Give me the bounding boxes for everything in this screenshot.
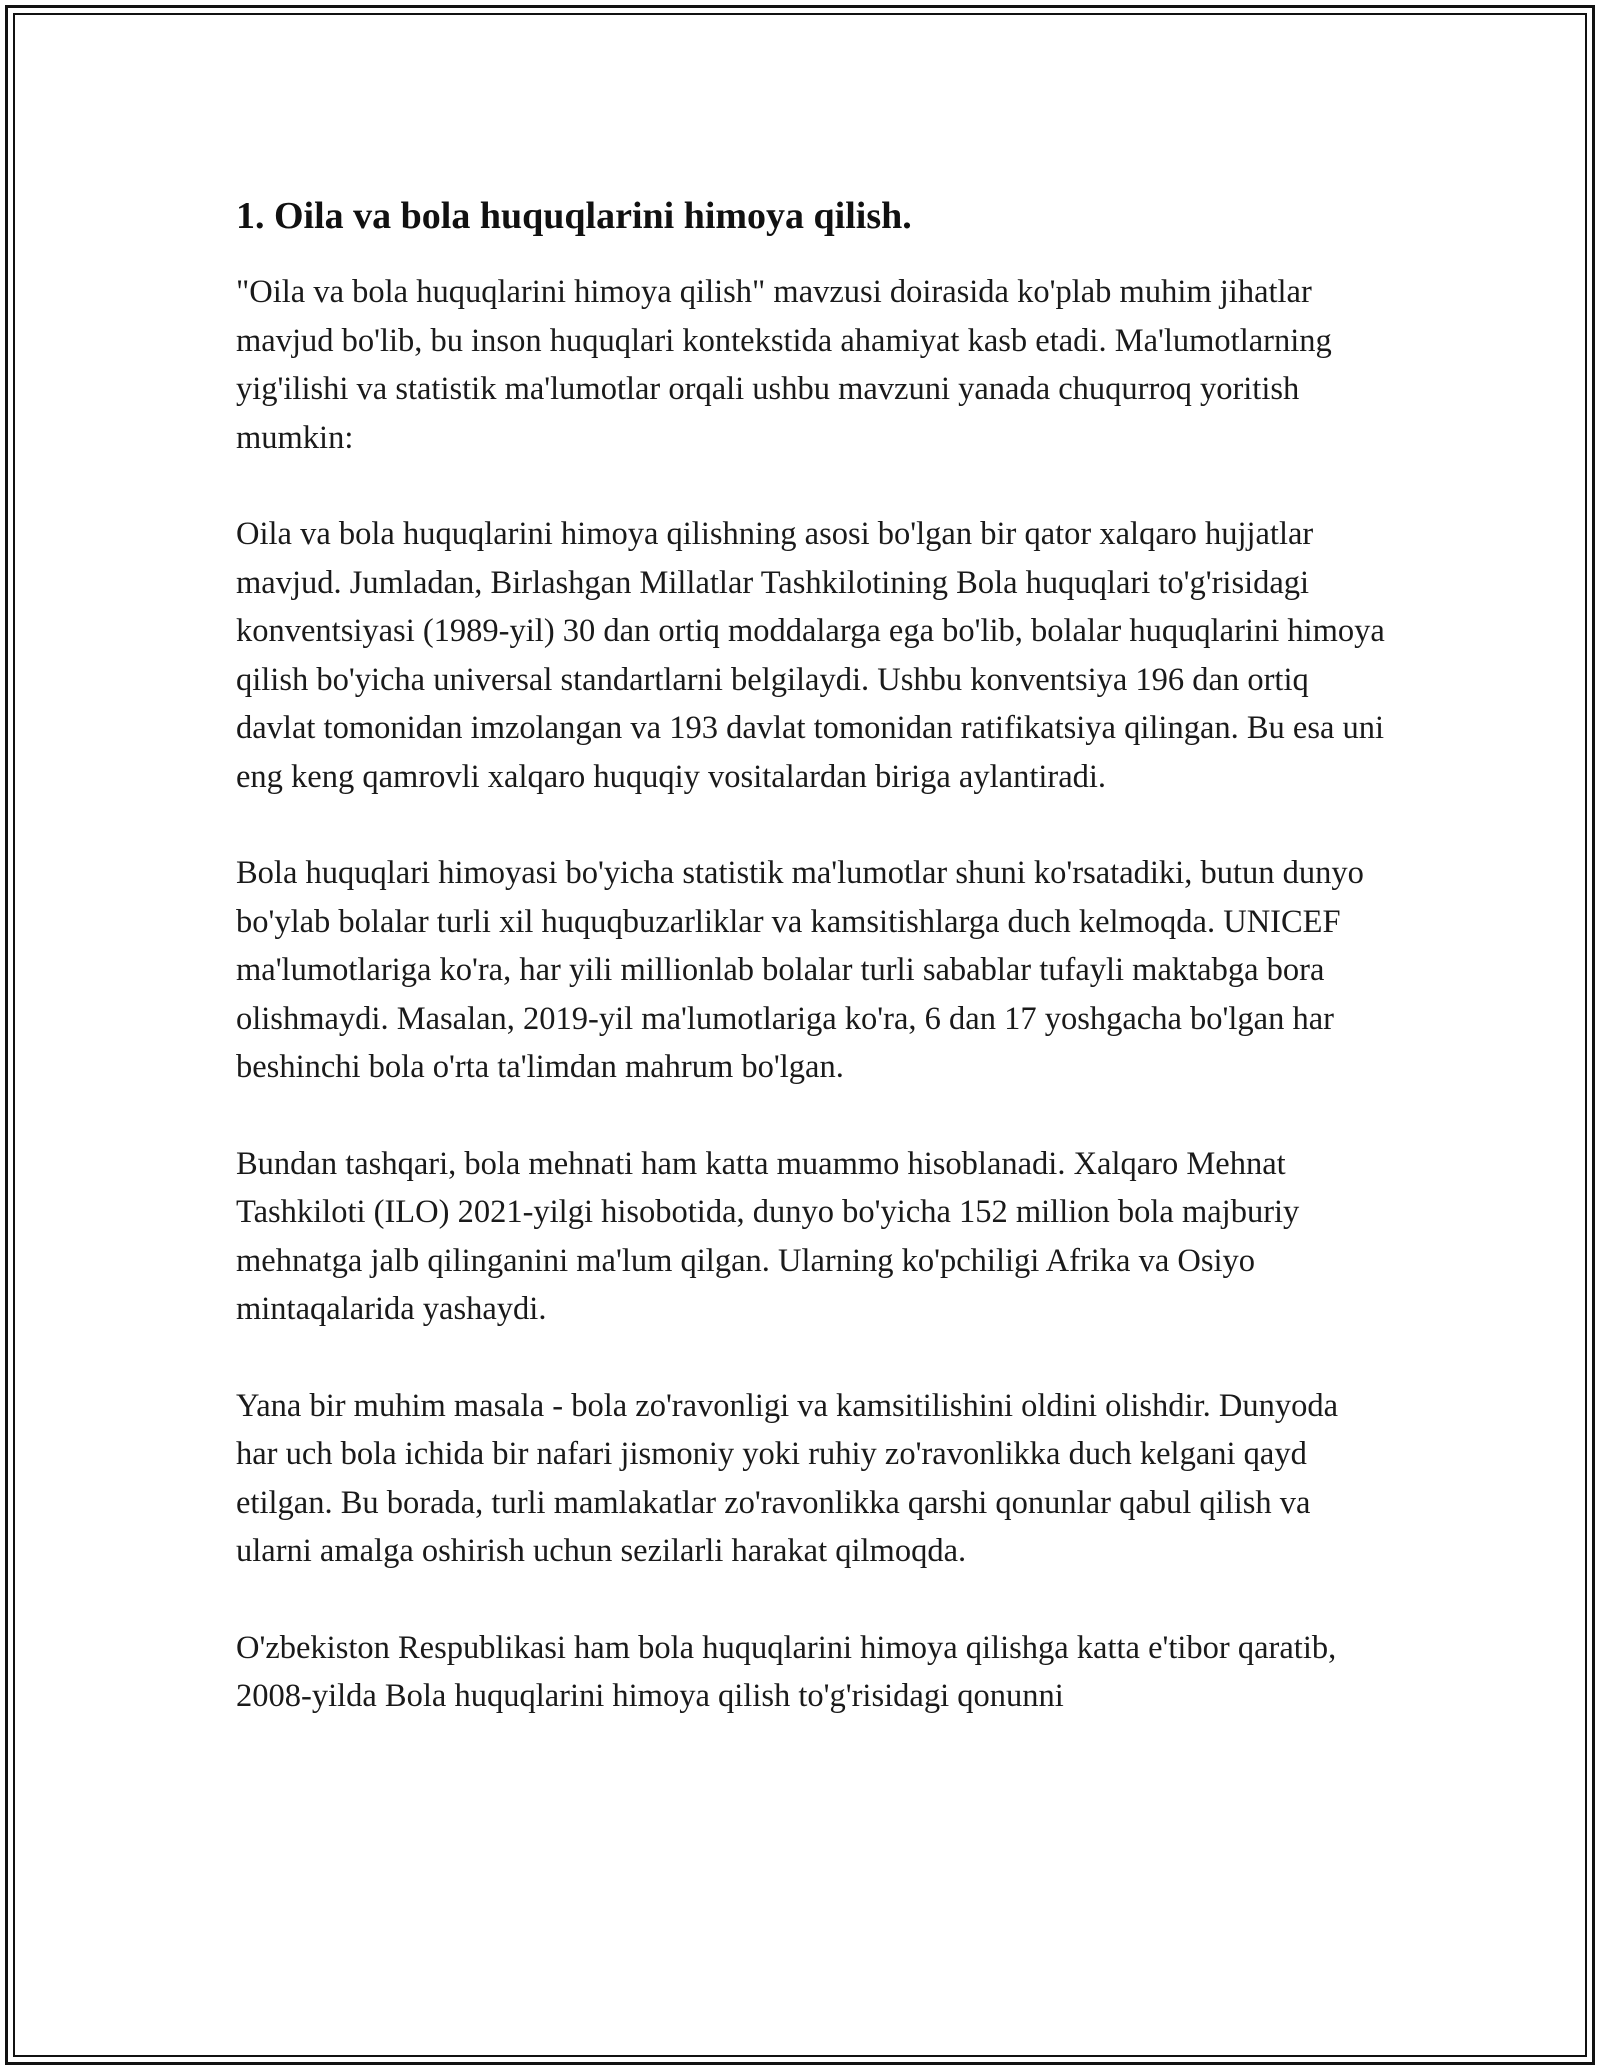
- paragraph-statistics: Bola huquqlari himoyasi bo'yicha statistik ma'lumotlar shuni ko'rsatadiki, butun dunyo bo'ylab bolalar turli xil huquqbuzarliklar va kamsitishlarga duch kelmoqda. UNICEF ma'lumotlariga ko'ra, har yili millionlab bolalar turli sabablar tufayli maktabga bora olishmaydi. Masalan, 2019-yil ma'lumotlariga ko'ra, 6 dan 17 yoshgacha bo'lgan har beshinchi bola o'rta ta'limdan mahrum bo'lgan.: [236, 855, 1364, 1085]
- paragraph-intro: "Oila va bola huquqlarini himoya qilish" mavzusi doirasida ko'plab muhim jihatlar mavjud bo'lib, bu inson huquqlari kontekstida ahamiyat kasb etadi. Ma'lumotlarning yig'ilishi va statistik ma'lumotlar orqali ushbu mavzuni yanada chuqurroq yoritish mumkin:: [236, 274, 1332, 456]
- paragraph-uzbekistan: O'zbekiston Respublikasi ham bola huquqlarini himoya qilishga katta e'tibor qaratib, 2008-yilda Bola huquqlarini himoya qilish to'g'risidagi qonunni: [236, 1629, 1337, 1714]
- paragraph-violence: Yana bir muhim masala - bola zo'ravonligi va kamsitilishini oldini olishdir. Dunyoda har uch bola ichida bir nafari jismoniy yoki ruhiy zo'ravonlikka duch kelgani qayd etilgan. Bu borada, turli mamlakatlar zo'ravonlikka qarshi qonunlar qabul qilish va ularni amalga oshirish uchun sezilarli harakat qilmoqda.: [236, 1387, 1339, 1569]
- paragraph-international-documents: Oila va bola huquqlarini himoya qilishning asosi bo'lgan bir qator xalqaro hujjatlar mavjud. Jumladan, Birlashgan Millatlar Tashkilotining Bola huquqlari to'g'risidagi konventsiyasi (1989-yil) 30 dan ortiq moddalarga ega bo'lib, bolalar huquqlarini himoya qilish bo'yicha universal standartlarni belgilaydi. Ushbu konventsiya 196 dan ortiq davlat tomonidan imzolangan va 193 davlat tomonidan ratifikatsiya qilingan. Bu esa uni eng keng qamrovli xalqaro huquqiy vositalardan biriga aylantiradi.: [236, 516, 1385, 795]
- section-heading: 1. Oila va bola huquqlarini himoya qilish.: [236, 195, 912, 237]
- document-body: [236, 188, 1386, 1769]
- paragraph-child-labor: Bundan tashqari, bola mehnati ham katta muammo hisoblanadi. Xalqaro Mehnat Tashkiloti (ILO) 2021-yilgi hisobotida, dunyo bo'yicha 152 million bola majburiy mehnatga jalb qilinganini ma'lum qilgan. Ularning ko'pchiligi Afrika va Osiyo mintaqalarida yashaydi.: [236, 1145, 1300, 1327]
